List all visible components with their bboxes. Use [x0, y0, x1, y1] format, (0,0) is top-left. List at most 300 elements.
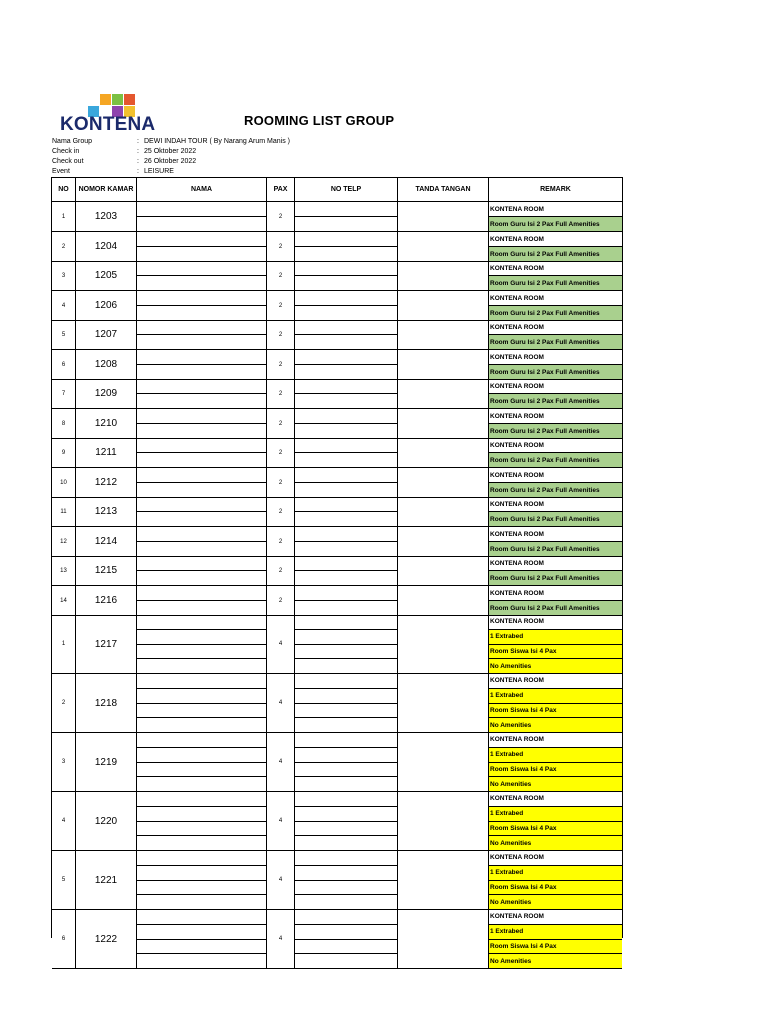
pax-text: 2 [278, 272, 283, 279]
table-row [52, 910, 622, 969]
pax [267, 586, 295, 615]
room-number [76, 468, 137, 497]
nama-cell [137, 468, 267, 497]
nama-input-line[interactable] [137, 674, 266, 689]
no-telp-input-line[interactable] [295, 733, 397, 748]
nama-input-line[interactable] [137, 542, 266, 556]
remark-cell [489, 615, 622, 673]
remark-cell [489, 851, 622, 909]
nama-input-line[interactable] [137, 424, 266, 438]
no-telp-input-line[interactable] [295, 556, 397, 571]
remark-cell [489, 792, 622, 850]
nama-input-line[interactable] [137, 601, 266, 615]
nama-input-line[interactable] [137, 851, 266, 866]
no-telp-input-line[interactable] [295, 291, 397, 306]
no-telp-cell [295, 674, 398, 732]
no-telp-input-line[interactable] [295, 468, 397, 483]
nama-input-line[interactable] [137, 940, 266, 955]
no-telp-cell [295, 438, 398, 467]
info-colon: : [137, 158, 139, 165]
remark-line: KONTENA ROOM [489, 320, 622, 335]
pax [267, 527, 295, 556]
row-no [52, 615, 76, 673]
remark-line: KONTENA ROOM [489, 556, 622, 571]
page-title: ROOMING LIST GROUP [244, 113, 395, 128]
no-telp-cell [295, 409, 398, 438]
nama-input-line[interactable] [137, 807, 266, 822]
remark-cell [489, 232, 622, 261]
row-no-text: 14 [60, 597, 67, 604]
remark-line: Room Guru Isi 2 Pax Full Amenities [489, 542, 622, 556]
remark-line: Room Guru Isi 2 Pax Full Amenities [489, 424, 622, 438]
row-no [52, 468, 76, 497]
no-telp-input-line[interactable] [295, 851, 397, 866]
info-row-check-in [52, 147, 452, 157]
nama-input-line[interactable] [137, 822, 266, 837]
remark-line: Room Guru Isi 2 Pax Full Amenities [489, 453, 622, 467]
room-number-text: 1210 [94, 418, 118, 429]
room-number [76, 851, 137, 909]
nama-input-line[interactable] [137, 438, 266, 453]
table-row [52, 320, 622, 350]
room-number-text: 1206 [94, 300, 118, 311]
no-telp-input-line[interactable] [295, 512, 397, 526]
no-telp-input-line[interactable] [295, 895, 397, 909]
room-number-text: 1216 [94, 595, 118, 606]
no-telp-input-line[interactable] [295, 689, 397, 704]
no-telp-input-line[interactable] [295, 379, 397, 394]
no-telp-input-line[interactable] [295, 409, 397, 424]
no-telp-input-line[interactable] [295, 674, 397, 689]
no-telp-input-line[interactable] [295, 261, 397, 276]
no-telp-cell [295, 468, 398, 497]
nama-cell [137, 910, 267, 968]
table-row [52, 468, 622, 498]
row-no [52, 851, 76, 909]
tanda-tangan-cell[interactable] [398, 586, 489, 615]
nama-input-line[interactable] [137, 704, 266, 719]
info-label: Check in [52, 148, 80, 155]
remark-line: KONTENA ROOM [489, 379, 622, 394]
tanda-tangan-cell[interactable] [398, 261, 489, 290]
room-number [76, 409, 137, 438]
tanda-tangan-cell[interactable] [398, 851, 489, 909]
table-row [52, 851, 622, 910]
nama-input-line[interactable] [137, 483, 266, 497]
no-telp-input-line[interactable] [295, 659, 397, 673]
remark-line: KONTENA ROOM [489, 261, 622, 276]
remark-line: No Amenities [489, 954, 622, 968]
remark-cell [489, 527, 622, 556]
room-number-text: 1217 [94, 638, 118, 650]
no-telp-input-line[interactable] [295, 645, 397, 660]
remark-line: Room Guru Isi 2 Pax Full Amenities [489, 601, 622, 615]
no-telp-input-line[interactable] [295, 630, 397, 645]
no-telp-input-line[interactable] [295, 601, 397, 615]
remark-cell [489, 350, 622, 379]
table-row [52, 586, 622, 616]
no-telp-input-line[interactable] [295, 542, 397, 556]
logo-square [112, 94, 123, 105]
room-number [76, 320, 137, 349]
nama-input-line[interactable] [137, 261, 266, 276]
remark-line: KONTENA ROOM [489, 438, 622, 453]
row-no [52, 733, 76, 791]
no-telp-input-line[interactable] [295, 748, 397, 763]
no-telp-input-line[interactable] [295, 424, 397, 438]
no-telp-input-line[interactable] [295, 910, 397, 925]
nama-input-line[interactable] [137, 379, 266, 394]
tanda-tangan-cell[interactable] [398, 733, 489, 791]
tanda-tangan-cell[interactable] [398, 320, 489, 349]
remark-line: KONTENA ROOM [489, 202, 622, 217]
remark-line: 1 Extrabed [489, 689, 622, 704]
nama-cell [137, 291, 267, 320]
room-number [76, 350, 137, 379]
nama-input-line[interactable] [137, 866, 266, 881]
nama-input-line[interactable] [137, 232, 266, 247]
nama-input-line[interactable] [137, 910, 266, 925]
nama-cell [137, 409, 267, 438]
room-number-text: 1203 [94, 211, 118, 222]
pax [267, 320, 295, 349]
no-telp-cell [295, 497, 398, 526]
tanda-tangan-cell[interactable] [398, 468, 489, 497]
room-number [76, 733, 137, 791]
no-telp-cell [295, 261, 398, 290]
no-telp-cell [295, 792, 398, 850]
nama-input-line[interactable] [137, 320, 266, 335]
remark-line: Room Siswa Isi 4 Pax [489, 704, 622, 719]
no-telp-input-line[interactable] [295, 335, 397, 349]
no-telp-input-line[interactable] [295, 792, 397, 807]
row-no [52, 674, 76, 732]
no-telp-input-line[interactable] [295, 497, 397, 512]
nama-input-line[interactable] [137, 630, 266, 645]
no-telp-input-line[interactable] [295, 202, 397, 217]
nama-cell [137, 586, 267, 615]
pax-text: 4 [278, 936, 283, 942]
no-telp-input-line[interactable] [295, 586, 397, 601]
pax [267, 733, 295, 791]
row-no [52, 232, 76, 261]
tanda-tangan-cell[interactable] [398, 232, 489, 261]
nama-input-line[interactable] [137, 881, 266, 896]
nama-input-line[interactable] [137, 895, 266, 909]
row-no-text: 11 [60, 508, 67, 515]
no-telp-input-line[interactable] [295, 438, 397, 453]
nama-input-line[interactable] [137, 777, 266, 791]
nama-cell [137, 320, 267, 349]
row-no-text: 6 [61, 936, 66, 942]
header-pax: PAX [267, 178, 295, 201]
pax [267, 261, 295, 290]
row-no [52, 291, 76, 320]
nama-input-line[interactable] [137, 350, 266, 365]
pax [267, 910, 295, 968]
tanda-tangan-cell[interactable] [398, 527, 489, 556]
table-row [52, 792, 622, 851]
no-telp-input-line[interactable] [295, 718, 397, 732]
room-number-text: 1211 [95, 447, 117, 458]
no-telp-input-line[interactable] [295, 394, 397, 408]
remark-cell [489, 556, 622, 585]
no-telp-input-line[interactable] [295, 940, 397, 955]
row-no [52, 792, 76, 850]
nama-input-line[interactable] [137, 763, 266, 778]
nama-input-line[interactable] [137, 659, 266, 673]
nama-input-line[interactable] [137, 453, 266, 467]
nama-input-line[interactable] [137, 202, 266, 217]
no-telp-cell [295, 527, 398, 556]
no-telp-input-line[interactable] [295, 276, 397, 290]
nama-input-line[interactable] [137, 217, 266, 231]
no-telp-input-line[interactable] [295, 836, 397, 850]
nama-input-line[interactable] [137, 586, 266, 601]
room-number [76, 910, 137, 968]
nama-input-line[interactable] [137, 556, 266, 571]
no-telp-cell [295, 910, 398, 968]
remark-line: Room Guru Isi 2 Pax Full Amenities [489, 247, 622, 261]
nama-input-line[interactable] [137, 468, 266, 483]
room-number-text: 1222 [94, 933, 118, 945]
tanda-tangan-cell[interactable] [398, 556, 489, 585]
nama-input-line[interactable] [137, 571, 266, 585]
tanda-tangan-cell[interactable] [398, 497, 489, 526]
row-no-text: 5 [61, 877, 66, 883]
row-no-text: 8 [61, 420, 66, 427]
room-number [76, 438, 137, 467]
no-telp-input-line[interactable] [295, 822, 397, 837]
room-number-text: 1214 [94, 536, 118, 547]
info-label: Event [52, 168, 70, 175]
room-number [76, 261, 137, 290]
pax [267, 615, 295, 673]
info-row-check-out [52, 157, 452, 167]
pax-text: 2 [278, 449, 283, 456]
row-no [52, 261, 76, 290]
no-telp-input-line[interactable] [295, 807, 397, 822]
remark-line: Room Guru Isi 2 Pax Full Amenities [489, 335, 622, 349]
nama-input-line[interactable] [137, 836, 266, 850]
nama-input-line[interactable] [137, 689, 266, 704]
no-telp-input-line[interactable] [295, 365, 397, 379]
room-number-text: 1212 [94, 477, 118, 488]
row-no-text: 1 [61, 641, 66, 647]
info-row-event [52, 167, 452, 177]
room-number-text: 1213 [94, 506, 118, 517]
no-telp-input-line[interactable] [295, 881, 397, 896]
nama-input-line[interactable] [137, 512, 266, 526]
pax [267, 438, 295, 467]
nama-input-line[interactable] [137, 954, 266, 968]
tanda-tangan-cell[interactable] [398, 379, 489, 408]
no-telp-input-line[interactable] [295, 925, 397, 940]
nama-cell [137, 379, 267, 408]
info-colon: : [137, 138, 139, 145]
room-number [76, 674, 137, 732]
remark-cell [489, 320, 622, 349]
nama-cell [137, 733, 267, 791]
logo-wordmark: KONTENA [60, 114, 156, 135]
row-no-text: 6 [61, 361, 66, 368]
room-number [76, 527, 137, 556]
pax-text: 2 [278, 479, 283, 486]
nama-input-line[interactable] [137, 792, 266, 807]
pax [267, 851, 295, 909]
room-number [76, 556, 137, 585]
no-telp-input-line[interactable] [295, 866, 397, 881]
tanda-tangan-cell[interactable] [398, 792, 489, 850]
remark-line: KONTENA ROOM [489, 291, 622, 306]
header-no: NO [52, 178, 76, 201]
nama-input-line[interactable] [137, 335, 266, 349]
remark-line: KONTENA ROOM [489, 792, 622, 807]
row-no-text: 7 [61, 390, 66, 397]
room-number [76, 232, 137, 261]
no-telp-input-line[interactable] [295, 954, 397, 968]
nama-input-line[interactable] [137, 291, 266, 306]
pax-text: 2 [278, 567, 283, 574]
tanda-tangan-cell[interactable] [398, 438, 489, 467]
no-telp-input-line[interactable] [295, 483, 397, 497]
pax-text: 2 [278, 213, 283, 220]
table-row [52, 438, 622, 468]
pax-text: 2 [278, 420, 283, 427]
tanda-tangan-cell[interactable] [398, 910, 489, 968]
remark-line: 1 Extrabed [489, 748, 622, 763]
no-telp-input-line[interactable] [295, 777, 397, 791]
remark-line: KONTENA ROOM [489, 232, 622, 247]
nama-input-line[interactable] [137, 394, 266, 408]
remark-line: No Amenities [489, 836, 622, 850]
remark-line: KONTENA ROOM [489, 497, 622, 512]
remark-line: Room Guru Isi 2 Pax Full Amenities [489, 276, 622, 290]
nama-input-line[interactable] [137, 497, 266, 512]
room-number-text: 1219 [94, 756, 118, 768]
header-nama: NAMA [137, 178, 267, 201]
pax-text: 2 [278, 361, 283, 368]
info-label: Nama Group [52, 138, 93, 145]
remark-line: Room Siswa Isi 4 Pax [489, 940, 622, 955]
nama-cell [137, 261, 267, 290]
pax-text: 2 [278, 508, 283, 515]
room-number [76, 202, 137, 231]
no-telp-input-line[interactable] [295, 527, 397, 542]
table-header [52, 178, 622, 202]
nama-cell [137, 615, 267, 673]
no-telp-input-line[interactable] [295, 704, 397, 719]
info-label: Check out [52, 158, 84, 165]
pax [267, 409, 295, 438]
row-no-text: 12 [60, 538, 67, 545]
nama-cell [137, 674, 267, 732]
room-number [76, 291, 137, 320]
info-colon: : [137, 148, 139, 155]
remark-line: Room Guru Isi 2 Pax Full Amenities [489, 365, 622, 379]
remark-cell [489, 438, 622, 467]
tanda-tangan-cell[interactable] [398, 291, 489, 320]
tanda-tangan-cell[interactable] [398, 409, 489, 438]
no-telp-cell [295, 350, 398, 379]
table-row [52, 261, 622, 291]
no-telp-input-line[interactable] [295, 320, 397, 335]
nama-input-line[interactable] [137, 527, 266, 542]
row-no-text: 3 [61, 272, 66, 279]
remark-line: Room Siswa Isi 4 Pax [489, 881, 622, 896]
row-no-text: 10 [60, 479, 67, 486]
table-row [52, 556, 622, 586]
no-telp-input-line[interactable] [295, 350, 397, 365]
no-telp-input-line[interactable] [295, 763, 397, 778]
tanda-tangan-cell[interactable] [398, 674, 489, 732]
nama-input-line[interactable] [137, 615, 266, 630]
no-telp-input-line[interactable] [295, 232, 397, 247]
row-no-text: 3 [61, 759, 66, 765]
nama-input-line[interactable] [137, 733, 266, 748]
room-number-text: 1215 [94, 565, 118, 576]
pax-text: 4 [278, 641, 283, 647]
no-telp-input-line[interactable] [295, 217, 397, 231]
tanda-tangan-cell[interactable] [398, 202, 489, 231]
no-telp-input-line[interactable] [295, 247, 397, 261]
nama-cell [137, 202, 267, 231]
tanda-tangan-cell[interactable] [398, 350, 489, 379]
remark-line: KONTENA ROOM [489, 674, 622, 689]
header-nomor-kamar: NOMOR KAMAR [76, 178, 137, 201]
pax [267, 350, 295, 379]
nama-input-line[interactable] [137, 925, 266, 940]
remark-line: Room Siswa Isi 4 Pax [489, 763, 622, 778]
no-telp-input-line[interactable] [295, 615, 397, 630]
kontena-logo [60, 94, 156, 135]
pax [267, 379, 295, 408]
nama-input-line[interactable] [137, 306, 266, 320]
nama-input-line[interactable] [137, 365, 266, 379]
nama-input-line[interactable] [137, 645, 266, 660]
nama-input-line[interactable] [137, 409, 266, 424]
row-no [52, 320, 76, 349]
nama-input-line[interactable] [137, 276, 266, 290]
nama-input-line[interactable] [137, 247, 266, 261]
remark-cell [489, 291, 622, 320]
room-number-text: 1221 [94, 874, 118, 886]
tanda-tangan-cell[interactable] [398, 615, 489, 673]
no-telp-input-line[interactable] [295, 306, 397, 320]
pax [267, 291, 295, 320]
nama-input-line[interactable] [137, 748, 266, 763]
no-telp-input-line[interactable] [295, 571, 397, 585]
table-row [52, 202, 622, 232]
room-number-text: 1208 [94, 359, 118, 370]
room-number-text: 1218 [94, 697, 118, 709]
pax-text: 2 [278, 331, 283, 338]
remark-line: KONTENA ROOM [489, 527, 622, 542]
no-telp-cell [295, 851, 398, 909]
nama-input-line[interactable] [137, 718, 266, 732]
nama-cell [137, 851, 267, 909]
row-no-text: 2 [61, 700, 66, 706]
nama-cell [137, 792, 267, 850]
remark-line: Room Guru Isi 2 Pax Full Amenities [489, 571, 622, 585]
info-colon: : [137, 168, 139, 175]
no-telp-input-line[interactable] [295, 453, 397, 467]
table-row [52, 232, 622, 262]
remark-line: Room Guru Isi 2 Pax Full Amenities [489, 217, 622, 231]
table-row [52, 497, 622, 527]
room-number-text: 1204 [94, 241, 118, 252]
remark-cell [489, 910, 622, 968]
